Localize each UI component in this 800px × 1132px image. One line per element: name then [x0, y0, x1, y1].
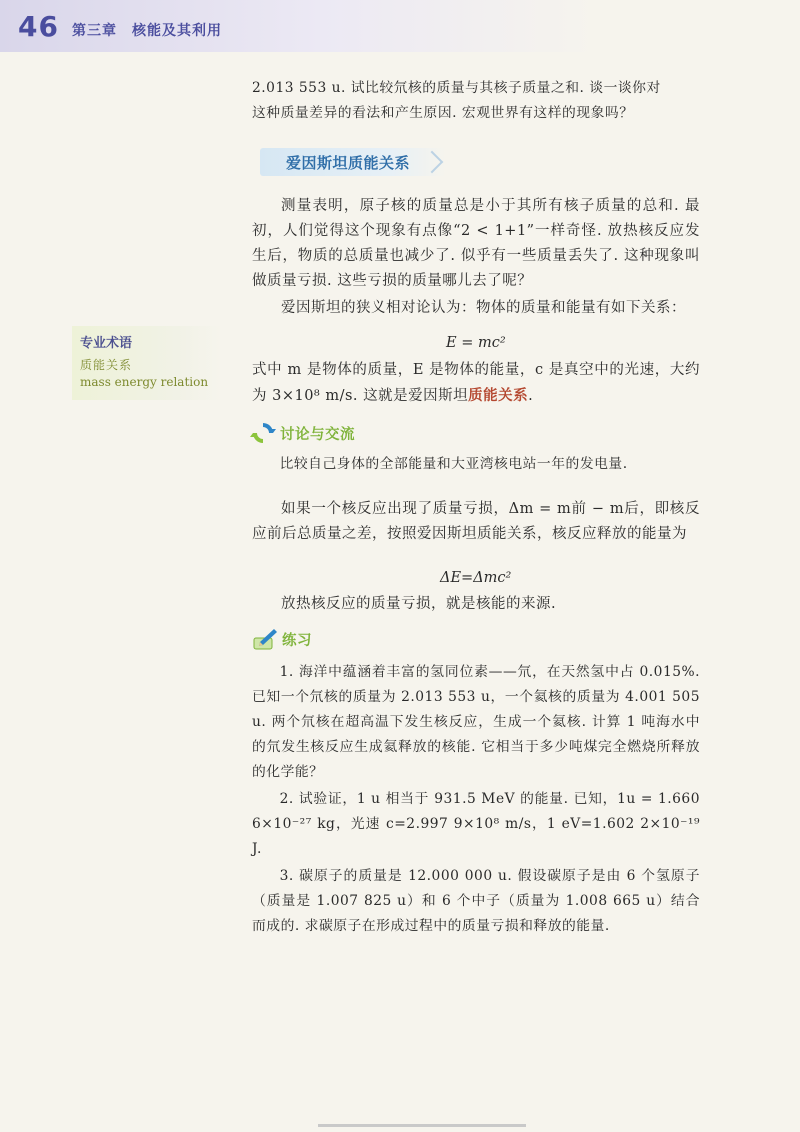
paragraph-mass-defect: 测量表明，原子核的质量总是小于其所有核子质量的总和. 最初，人们觉得这个现象有点像“2 < 1+1”一样奇怪. 放热核反应发生后，物质的总质量也减少了. 似乎有一些质量丢失了. 这种现象叫做质量亏损. 这些亏损的质量哪儿去了呢？: [252, 198, 700, 289]
discussion-label: 讨论与交流: [280, 426, 355, 443]
recycle-arrows-icon: [250, 420, 276, 446]
glossary-sidebar: [72, 326, 222, 400]
bottom-divider: [318, 1124, 526, 1127]
formula-e-mc2: E = mc²: [446, 335, 506, 351]
paragraph-energy-release: 如果一个核反应出现了质量亏损，Δm = m前 − m后，即核反应前后总质量之差，按照爱因斯坦质能关系，核反应释放的能量为: [252, 501, 700, 542]
exercise-item-3: 3. 碳原子的质量是 12.000 000 u. 假设碳原子是由 6 个氢原子（质量是 1.007 825 u）和 6 个中子（质量为 1.008 665 u）结合而成的. 求碳原子在形成过程中的质量亏损和释放的能量.: [252, 868, 700, 934]
page-header: [0, 0, 800, 52]
paragraph-relativity: 爱因斯坦的狭义相对论认为：物体的质量和能量有如下关系：: [281, 300, 686, 316]
intro-line-2: 这种质量差异的看法和产生原因. 宏观世界有这样的现象吗？: [252, 105, 634, 121]
discussion-body: [252, 452, 700, 477]
glossary-term-zh: 质能关系: [80, 358, 133, 372]
discussion-heading: [250, 420, 355, 446]
exercise-item-2: 2. 试验证，1 u 相当于 931.5 MeV 的能量. 已知，1u = 1.660 6×10⁻²⁷ kg，光速 c=2.997 9×10⁸ m/s，1 eV=1.602 2×10⁻¹⁹ J.: [252, 791, 700, 857]
paragraph-nuclear-source: 放热核反应的质量亏损，就是核能的来源.: [281, 596, 557, 612]
body-text-4: [252, 592, 700, 617]
body-text-3: [252, 497, 700, 547]
exercise-list: [252, 660, 700, 939]
paragraph-variables: [252, 358, 700, 409]
body-text-2: [252, 358, 700, 409]
page-number: 46: [18, 10, 59, 43]
term-mass-energy-relation: 质能关系: [468, 387, 529, 404]
discussion-text: 比较自己身体的全部能量和大亚湾核电站一年的发电量.: [279, 456, 628, 472]
period: .: [528, 388, 534, 404]
body-text: [252, 194, 700, 321]
exercise-label: 练习: [282, 632, 312, 649]
formula-delta-e: ΔE=Δmc²: [440, 570, 512, 586]
exercise-item-1: 1. 海洋中蕴涵着丰富的氢同位素——氘，在天然氢中占 0.015%. 已知一个氘核的质量为 2.013 553 u，一个氦核的质量为 4.001 505 u. 两个氘核在超高温下发生核反应，生成一个氦核. 计算 1 吨海水中的氘发生核反应生成氦释放的核能. 它相当于多少吨煤完全燃烧所释放的化学能？: [252, 664, 700, 780]
intro-line-1: 2.013 553 u. 试比较氘核的质量与其核子质量之和. 谈一谈你对: [252, 80, 661, 96]
variables-text: 式中 m 是物体的质量，E 是物体的能量，c 是真空中的光速，大约为 3×10⁸ m/s. 这就是爱因斯坦: [252, 362, 700, 404]
glossary-term-en: mass energy relation: [80, 375, 209, 389]
exercise-heading: [252, 626, 312, 652]
chevron-decoration-icon: [421, 151, 444, 174]
glossary-title: 专业术语: [80, 336, 133, 351]
chapter-title: 第三章 核能及其利用: [72, 23, 222, 39]
section-title: 爱因斯坦质能关系: [286, 154, 411, 172]
pencil-book-icon: [252, 626, 278, 652]
intro-text: [252, 76, 700, 126]
section-heading: [260, 148, 446, 176]
